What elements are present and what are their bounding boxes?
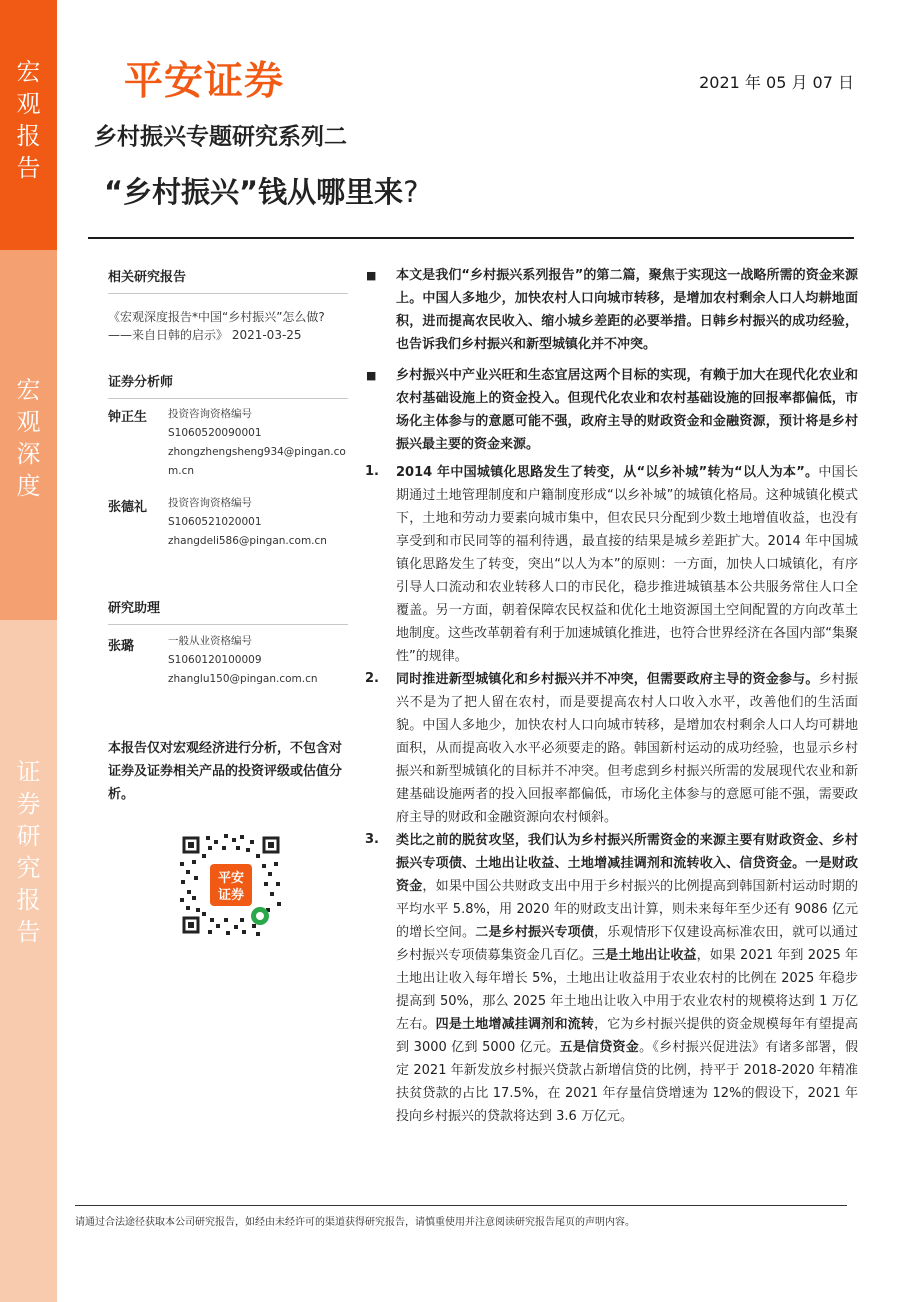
assistant-info [168,632,348,689]
analyst-email[interactable]: zhangdeli586@pingan.com.cn [168,535,327,547]
side-char: 观 [16,90,41,118]
series-title: 乡村振兴专题研究系列二 [94,124,347,150]
side-char: 研 [16,822,41,850]
funding-source-label: 四是土地增减挂调剂和流转 [435,1017,595,1032]
funding-source-text: ，如果中国公共财政支出中用于乡村振兴的比例提高到韩国新村运动时期的平均水平 5.8%，用 2020 年的财政支出计算，则未来每年至少还有 9086 亿元的增长空间。 [396,879,858,940]
side-char: 券 [16,790,41,818]
side-char: 宏 [16,58,41,86]
cert-number: S1060521020001 [168,516,262,528]
point-paragraph [396,461,858,668]
footer-disclaimer: 请通过合法途径获取本公司研究报告，如经由未经许可的渠道获得研究报告，请慎重使用并注意阅读研究报告尾页的声明内容。 [75,1217,635,1228]
side-char: 报 [16,122,41,150]
bullet-marker: ■ [366,269,377,282]
side-char: 度 [16,472,41,500]
point-paragraph [396,829,858,1128]
cert-number: S1060120100009 [168,654,262,666]
analyst-name: 钟正生 [108,410,148,425]
point-number: 3. [365,832,379,847]
side-char: 宏 [16,376,41,404]
qr-code [178,832,284,938]
company-logo: 平安证券 [124,59,285,104]
cert-label: 投资咨询资格编号 [168,497,252,509]
funding-source-label: 五是信贷资金 [559,1040,640,1055]
title-question-mark: ? [403,175,419,209]
analyst-info [168,405,348,481]
funding-source-text: ，它为乡村振兴提供的资金规模每年有望提高到 3000 亿到 5000 亿元。 [396,1017,858,1055]
analysis-scope-disclaimer: 本报告仅对宏观经济进行分析，不包含对证券及证券相关产品的投资评级或估值分析。 [108,741,343,802]
side-char: 深 [16,440,41,468]
side-tab-securities-research [0,756,57,948]
point-lead: 同时推进新型城镇化和乡村振兴并不冲突，但需要政府主导的资金参与。 [396,672,819,687]
funding-source-text: ，乐观情形下仅建设高标准农田，就可以通过乡村振兴专项债募集资金几百亿。 [396,925,858,963]
bullet-marker: ■ [366,369,377,382]
cert-label: 投资咨询资格编号 [168,408,252,420]
point-body: 乡村振兴不是为了把人留在农村，而是要提高农村人口收入水平，改善他们的生活面貌。中国人多地少，加快农村人口向城市转移，是增加农村剩余人口人均可耕地面积，从而提高收入水平必须要走的路。韩国新村运动的成功经验，也显示乡村振兴和新型城镇化的目标并不冲突。但考虑到乡村振兴所需的发展现代农业和新建基础设施两者的投入回报率都偏低，市场化主体参与的意愿可能不强，需要政府主导的财政和金融资源向农村倾斜。 [396,672,858,825]
funding-source-label: 一是财政资金 [396,856,858,894]
point-paragraph [396,668,858,829]
side-tab-macro-report [0,56,57,184]
analyst-name: 张德礼 [108,500,148,515]
side-char: 告 [16,918,41,946]
side-char: 观 [16,408,41,436]
assistant-heading: 研究助理 [108,597,348,625]
page-title [104,170,419,211]
side-char: 报 [16,886,41,914]
footer-divider [75,1205,847,1206]
analyst-email[interactable]: zhongzhengsheng934@pingan.com.cn [168,446,346,477]
funding-source-label: 二是乡村振兴专项债 [475,925,595,940]
funding-source-text: 。《乡村振兴促进法》有诸多部署，假定 2021 年新发放乡村振兴贷款占新增信贷的比例，持平于 2018-2020 年精准扶贫贷款的占比 17.5%，在 2021 年存量信贷增速为 12%的假设下，2021 年投向乡村振兴的贷款将达到 3.6 万亿元。 [396,1040,858,1124]
title-text: “乡村振兴”钱从哪里来 [104,175,404,209]
qr-logo-line: 平安 [217,871,245,886]
point-lead: 2014 年中国城镇化思路发生了转变，从“以乡补城”转为“以人为本”。 [396,465,819,480]
side-char: 告 [16,154,41,182]
side-char: 究 [16,854,41,882]
title-divider [88,237,854,239]
related-report-line: 《宏观深度报告*中国“乡村振兴”怎么做? [108,310,325,324]
side-char: 证 [16,758,41,786]
cert-label: 一般从业资格编号 [168,635,252,647]
funding-source-label: 三是土地出让收益 [592,948,697,963]
qr-code-graphic [178,832,284,938]
point-number: 1. [365,464,379,479]
side-band-research [0,620,57,1302]
side-tab-macro-deep [0,374,57,502]
summary-bullet: 乡村振兴中产业兴旺和生态宜居这两个目标的实现，有赖于加大在现代化农业和农村基础设施上的资金投入。但现代化农业和农村基础设施的回报率都偏低，市场化主体参与的意愿可能不强，政府主导的财政资金和金融资源，预计将是乡村振兴最主要的资金来源。 [396,368,858,452]
cert-number: S1060520090001 [168,427,262,439]
summary-bullet: 本文是我们“乡村振兴系列报告”的第二篇，聚焦于实现这一战略所需的资金来源上。中国人多地少，加快农村人口向城市转移，是增加农村剩余人口人均耕地面积，进而提高农民收入、缩小城乡差距的必要举措。日韩乡村振兴的成功经验，也告诉我们乡村振兴和新型城镇化并不冲突。 [396,268,858,352]
assistant-name: 张璐 [108,639,135,654]
related-report-item[interactable] [108,308,358,344]
report-date: 2021 年 05 月 07 日 [699,73,854,92]
assistant-email[interactable]: zhanglu150@pingan.com.cn [168,673,318,685]
analyst-info [168,494,348,551]
analysts-heading: 证券分析师 [108,371,348,399]
qr-logo-line: 证券 [217,888,245,903]
related-report-line: ——来自日韩的启示》 2021-03-25 [108,328,302,342]
point-number: 2. [365,671,379,686]
funding-source-text: ，如果 2021 年到 2025 年土地出让收入每年增长 5%，土地出让收益用于农业农村的比例在 2025 年稳步提高到 50%，那么 2025 年土地出让收入中用于农业农村的规模将达到 1 万亿左右。 [396,948,858,1032]
point-lead: 类比之前的脱贫攻坚，我们认为乡村振兴所需资金的来源主要有财政资金、乡村振兴专项债、土地出让收益、土地增减挂调剂和流转收入、信贷资金。 [396,833,858,871]
point-body: 中国长期通过土地管理制度和户籍制度形成“以乡补城”的城镇化格局。这种城镇化模式下，土地和劳动力要素向城市集中，但农民只分配到少数土地增值收益，也没有享受到和市民同等的福利待遇，最直接的结果是城乡差距扩大。2014 年中国城镇化思路发生了转变，突出“以人为本”的原则：一方面，加快人口城镇化，有序引导人口流动和农业转移人口的市民化，稳步推进城镇基本公共服务常住人口全覆盖。另一方面，朝着保障农民权益和优化土地资源国土空间配置的方向改革土地制度。这些改革朝着有利于加速城镇化推进，也符合世界经济在各国内部“集聚性”的规律。 [396,465,858,664]
related-reports-heading: 相关研究报告 [108,266,348,294]
